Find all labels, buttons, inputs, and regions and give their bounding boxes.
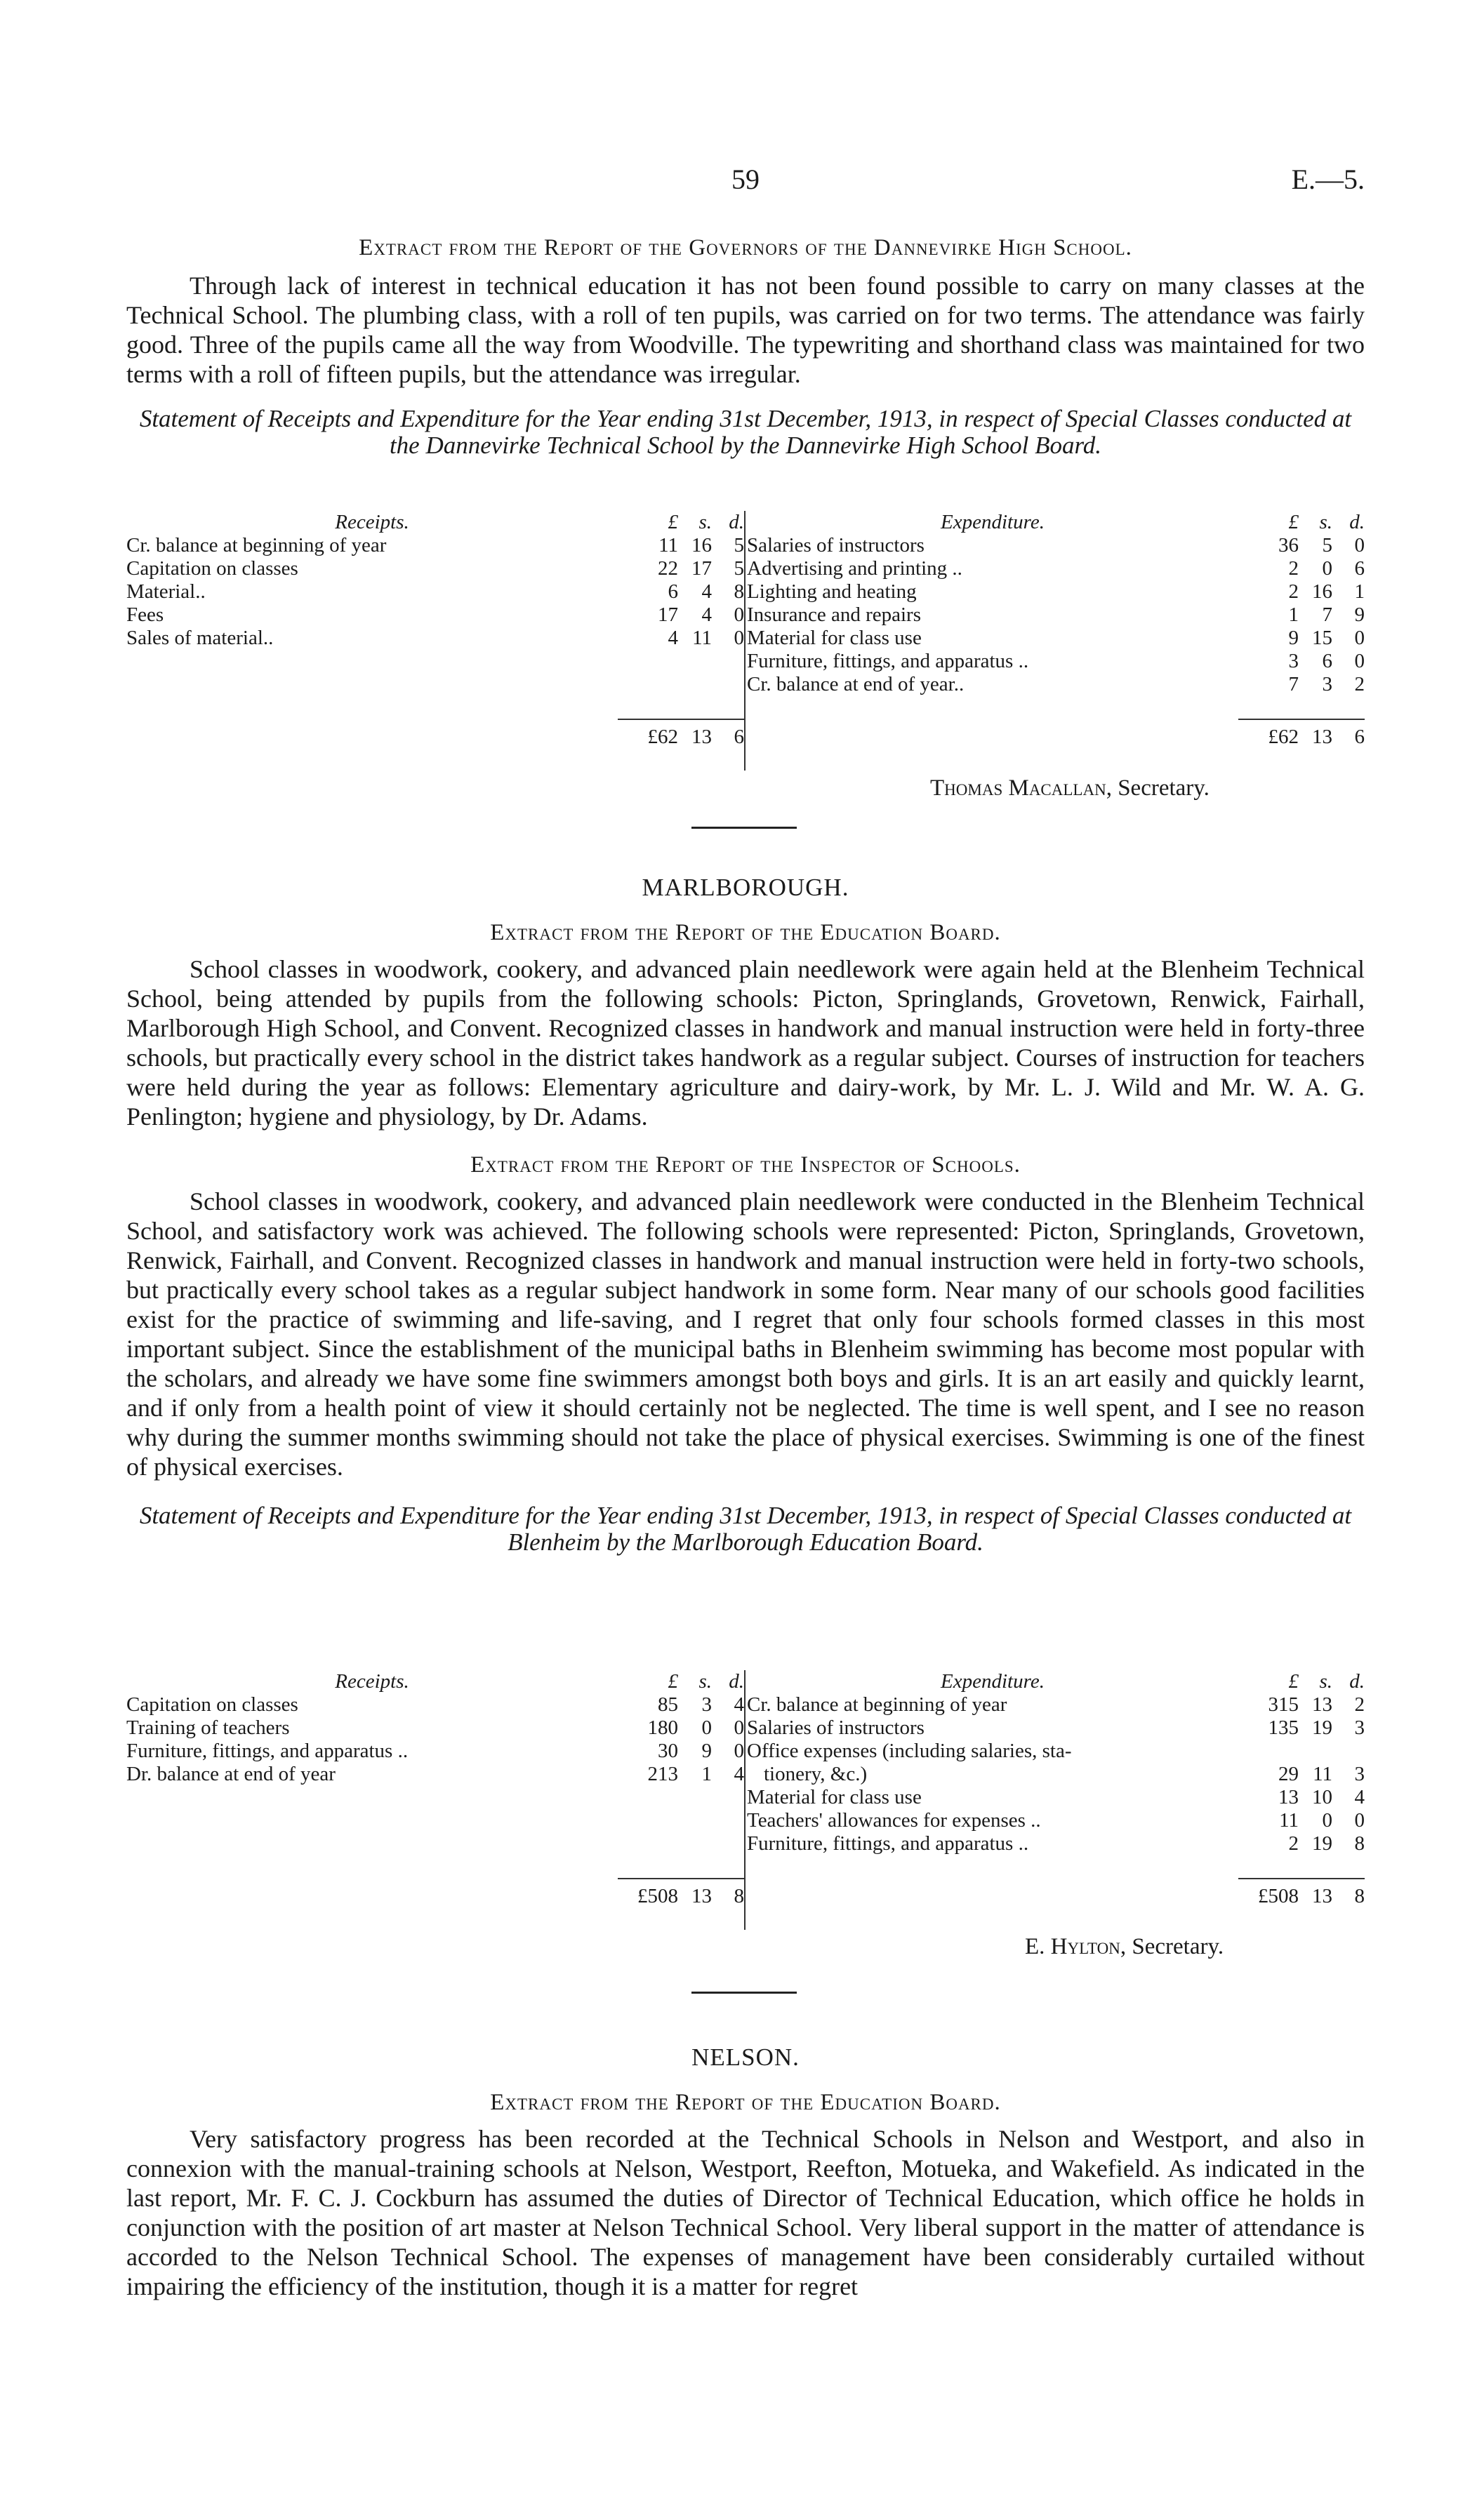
- pounds-header: £: [1288, 1670, 1299, 1693]
- shillings-header: s.: [1319, 1670, 1332, 1693]
- table-row: Dr. balance at end of year 213 1 4: [126, 1763, 744, 1785]
- pence-header: d.: [1349, 511, 1365, 533]
- table-row: Sales of material.. 4 11 0: [126, 627, 744, 649]
- marlborough-inspector-paragraph: School classes in woodwork, cookery, and advanced plain needlework were conducted in the Blenheim Technical School, and satisfactory work was achieved. The following schools were represented: Picton, Springlands, Grovetown, Renwick, Fairhall, and Convent. Recognized classes in handwork and manual instruction were held in forty-two schools, but practically every school takes as a regular subject handwork in some form. Near many of our schools good facilities exist for the practice of swimming and life-saving, and I regret that only four schools formed classes in this most important subject. Since the establishment of the municipal baths in Blenheim swimming has become most popular with the scholars, and already we have some fine swimmers amongst both boys and girls. It is an art easily and quickly learnt, and if only from a health point of view it should certainly not be neglected. The time is well spent, and I see no reason why during the summer months swimming should not take the place of physical exercises. Swimming is one of the finest of physical exercises.: [126, 1187, 1365, 1481]
- marlborough-board-heading: Extract from the Report of the Education Board.: [490, 920, 1001, 945]
- table-row: Advertising and printing .. 2 0 6: [747, 557, 1365, 580]
- table-row: Furniture, fittings, and apparatus .. 30 9 0: [126, 1740, 744, 1762]
- table-row: Material.. 6 4 8: [126, 580, 744, 603]
- expenditure-total: £62 13 6: [747, 709, 1365, 749]
- expenditure-label: Expenditure.: [941, 1670, 1045, 1693]
- pounds-header: £: [668, 1670, 678, 1693]
- marlborough-expenditure: [747, 1670, 1365, 1907]
- marlborough-inspector-heading: Extract from the Report of the Inspector of Schools.: [470, 1152, 1021, 1178]
- marlborough-statement-title: Statement of Receipts and Expenditure for the Year ending 31st December, 1913, in respect of Special Classes conducted at Blenheim by the Marlborough Education Board.: [139, 1502, 1352, 1556]
- table-row: Training of teachers 180 0 0: [126, 1716, 744, 1739]
- signature-title: Secretary.: [1118, 775, 1210, 801]
- dannevirke-heading: Extract from the Report of the Governors of the Dannevirke High School.: [359, 235, 1132, 260]
- signature-name: E. Hylton,: [1025, 1934, 1127, 1959]
- marlborough-region-title: MARLBOROUGH.: [642, 874, 849, 901]
- table-row: Cr. balance at beginning of year 315 13 2: [747, 1693, 1365, 1716]
- page-number: 59: [731, 164, 760, 195]
- marlborough-receipts: [126, 1670, 744, 1907]
- nelson-board-paragraph: Very satisfactory progress has been recorded at the Technical Schools in Nelson and Westport, and also in connexion with the manual-training schools at Nelson, Westport, Reefton, Motueka, and Wakefield. As indicated in the last report, Mr. F. C. J. Cockburn has assumed the duties of Director of Technical Education, which office he holds in conjunction with the position of art master at Nelson Technical School. Very liberal support in the matter of attendance is accorded to the Nelson Technical School. The expenses of management have been considerably curtailed without impairing the efficiency of the institution, though it is a matter for regret: [126, 2125, 1365, 2300]
- page-header: [126, 163, 1365, 205]
- dannevirke-paragraph: Through lack of interest in technical education it has not been found possible to carry on many classes at the Technical School. The plumbing class, with a roll of ten pupils, was carried on for two terms. The attendance was fairly good. Three of the pupils came all the way from Woodville. The typewriting and shorthand class was maintained for two terms with a roll of fifteen pupils, but the attendance was irregular.: [126, 272, 1365, 388]
- table-row: Capitation on classes 85 3 4: [126, 1693, 744, 1716]
- table-row: Material for class use 13 10 4: [747, 1786, 1365, 1808]
- table-row: Furniture, fittings, and apparatus .. 3 6 0: [747, 650, 1365, 672]
- nelson-section: [126, 2044, 1365, 2301]
- dannevirke-statement-title: Statement of Receipts and Expenditure for the Year ending 31st December, 1913, in respect of Special Classes conducted at the Dannevirke Technical School by the Dannevirke High School Board.: [139, 405, 1352, 459]
- expenditure-total: £508 13 8: [747, 1868, 1365, 1908]
- dannevirke-expenditure: [747, 511, 1365, 748]
- receipts-total: £508 13 8: [126, 1868, 744, 1908]
- pence-header: d.: [729, 1670, 744, 1693]
- table-row: Insurance and repairs 1 7 9: [747, 604, 1365, 626]
- shillings-header: s.: [698, 511, 712, 533]
- table-row: Salaries of instructors 36 5 0: [747, 534, 1365, 556]
- pence-header: d.: [1349, 1670, 1365, 1693]
- pence-header: d.: [729, 511, 744, 533]
- receipts-label: Receipts.: [335, 1670, 409, 1693]
- expenditure-label: Expenditure.: [941, 511, 1045, 533]
- signature-title: Secretary.: [1132, 1934, 1224, 1959]
- dannevirke-signature: [930, 775, 1210, 801]
- column-divider: [744, 1670, 746, 1930]
- table-row: Office expenses (including salaries, sta-: [747, 1740, 1072, 1762]
- shillings-header: s.: [698, 1670, 712, 1693]
- marlborough-board-paragraph: School classes in woodwork, cookery, and advanced plain needlework were again held at the Blenheim Technical School, being attended by pupils from the following schools: Picton, Springlands, Grovetown, Renwick, Fairhall, Marlborough High School, and Convent. Recognized classes in handwork and manual instruction were held in forty-three schools, but practically every school in the district takes handwork as a regular subject. Courses of instruction for teachers were held during the year as follows: Elementary agriculture and dairy-work, by Mr. L. J. Wild and Mr. W. A. G. Penlington; hygiene and physiology, by Dr. Adams.: [126, 955, 1365, 1131]
- receipt-rows: [126, 534, 744, 650]
- dannevirke-section: [126, 235, 1365, 459]
- table-row: Cr. balance at end of year.. 7 3 2: [747, 673, 1365, 695]
- table-row: Capitation on classes 22 17 5: [126, 557, 744, 580]
- column-divider: [744, 511, 746, 771]
- pounds-header: £: [668, 511, 678, 533]
- receipts-total: £62 13 6: [126, 709, 744, 749]
- table-row: tionery, &c.) 29 11 3: [764, 1763, 1365, 1785]
- table-row: Material for class use 9 15 0: [747, 627, 1365, 649]
- marlborough-signature: [1025, 1934, 1224, 1960]
- shillings-header: s.: [1319, 511, 1332, 533]
- marlborough-section: [126, 874, 1365, 1556]
- table-row: Lighting and heating 2 16 1: [747, 580, 1365, 603]
- dannevirke-receipts: [126, 511, 744, 748]
- table-row: Fees 17 4 0: [126, 604, 744, 626]
- table-row: Teachers' allowances for expenses .. 11 0 0: [747, 1809, 1365, 1832]
- receipts-label: Receipts.: [335, 511, 409, 533]
- table-row: Cr. balance at beginning of year 11 16 5: [126, 534, 744, 556]
- document-code: E.—5.: [1291, 164, 1365, 195]
- marlborough-financial-statement: [126, 1670, 1365, 1930]
- pounds-header: £: [1288, 511, 1299, 533]
- table-row: Furniture, fittings, and apparatus .. 2 19 8: [747, 1832, 1365, 1855]
- section-divider: [691, 827, 797, 829]
- nelson-board-heading: Extract from the Report of the Education Board.: [490, 2090, 1001, 2115]
- signature-name: Thomas Macallan,: [930, 775, 1112, 801]
- section-divider: [691, 1992, 797, 1994]
- table-row: Salaries of instructors 135 19 3: [747, 1716, 1365, 1739]
- nelson-region-title: NELSON.: [691, 2044, 800, 2071]
- dannevirke-financial-statement: [126, 511, 1365, 771]
